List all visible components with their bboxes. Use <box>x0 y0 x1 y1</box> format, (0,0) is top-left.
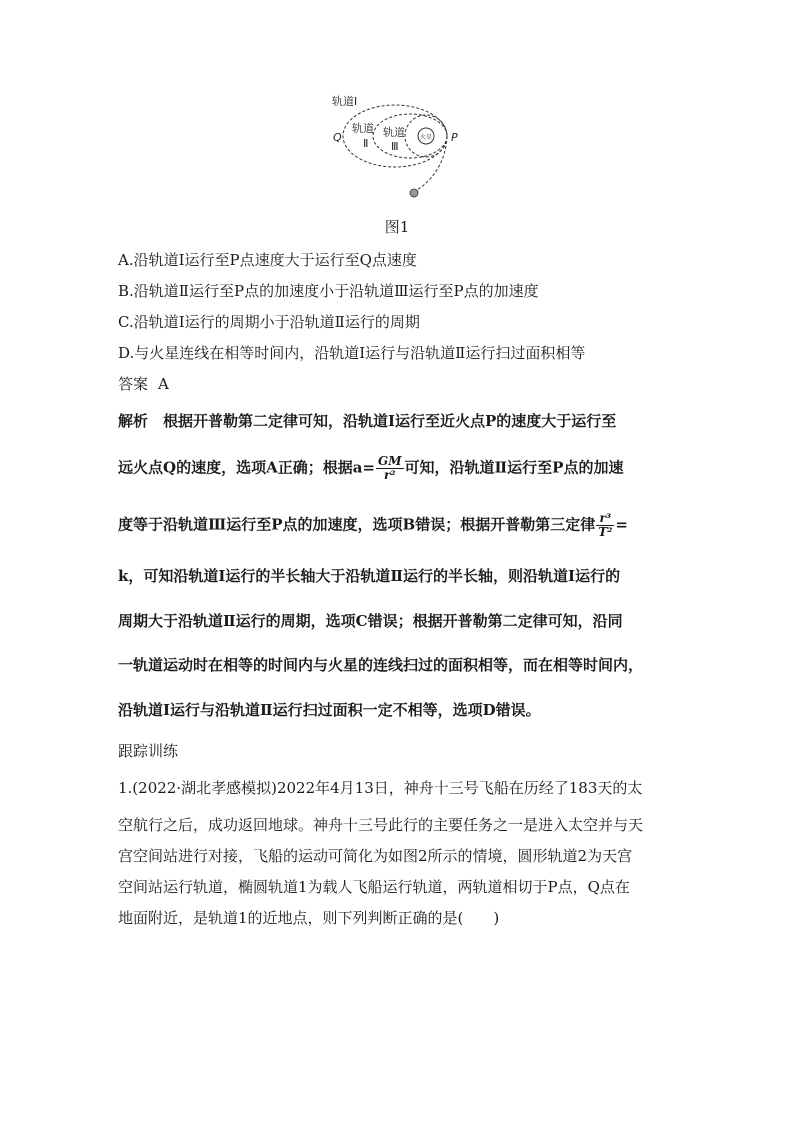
analysis-line-2-b: 可知，沿轨道Ⅱ运行至P点的加速 <box>404 458 624 477</box>
question-1-line-5: 地面附近，是轨道1的近地点，则下列判断正确的是( ) <box>118 909 500 927</box>
analysis-line-6: 一轨道运动时在相等的时间内与火星的连线扫过的面积相等，而在相等时间内， <box>118 656 644 674</box>
option-a: A.沿轨道Ⅰ运行至P点速度大于运行至Q点速度 <box>118 251 417 269</box>
label-orbit-3-b: Ⅲ <box>391 140 399 153</box>
orbit-diagram-svg <box>318 86 478 211</box>
tracking-heading: 跟踪训练 <box>118 742 179 760</box>
analysis-line-1: 解析 根据开普勒第二定律可知，沿轨道Ⅰ运行至近火点P的速度大于运行至 <box>118 412 617 430</box>
question-1-line-4: 空间站运行轨道，椭圆轨道1为载人飞船运行轨道，两轨道相切于P点，Q点在 <box>118 878 630 896</box>
label-point-q: Q <box>333 131 342 144</box>
analysis-line-3-a: 度等于沿轨道Ⅲ运行至P点的加速度，选项B错误；根据开普勒第三定律 <box>118 515 596 534</box>
label-orbit-2-b: Ⅱ <box>363 137 369 150</box>
probe <box>410 189 418 197</box>
analysis-line-5: 周期大于沿轨道Ⅱ运行的周期，选项C错误；根据开普勒第二定律可知，沿同 <box>118 612 623 630</box>
option-d: D.与火星连线在相等时间内，沿轨道Ⅰ运行与沿轨道Ⅱ运行扫过面积相等 <box>118 344 586 362</box>
analysis-line-3-b: = <box>615 515 628 534</box>
analysis-line-7: 沿轨道Ⅰ运行与沿轨道Ⅱ运行扫过面积一定不相等，选项D错误。 <box>118 701 541 719</box>
label-orbit-3-a: 轨道 <box>383 126 405 139</box>
analysis-line-2-a: 远火点Q的速度，选项A正确；根据a= <box>118 458 375 477</box>
orbit-diagram <box>318 86 478 211</box>
analysis-line-2 <box>118 455 623 482</box>
label-orbit-1: 轨道Ⅰ <box>332 95 358 108</box>
answer <box>118 374 169 394</box>
figure-caption: 图1 <box>384 218 410 236</box>
option-b: B.沿轨道Ⅱ运行至P点的加速度小于沿轨道Ⅲ运行至P点的加速度 <box>118 282 539 300</box>
formula-gm: GM <box>378 454 402 468</box>
formula-r3-t2 <box>596 512 614 539</box>
question-1-line-3: 宫空间站进行对接，飞船的运动可简化为如图2所示的情境，圆形轨道2为天宫 <box>118 847 633 865</box>
analysis-line-3 <box>118 512 628 539</box>
planet-label: 火星 <box>419 134 433 141</box>
label-orbit-2-a: 轨道 <box>352 122 374 135</box>
formula-t2: T² <box>598 525 613 539</box>
formula-r3: r³ <box>596 512 614 526</box>
answer-label: 答案 <box>118 375 149 393</box>
option-c: C.沿轨道Ⅰ运行的周期小于沿轨道Ⅱ运行的周期 <box>118 313 420 331</box>
formula-gm-r2 <box>376 455 404 482</box>
label-point-p: P <box>451 131 458 144</box>
formula-r2: r² <box>383 468 396 482</box>
answer-value: A <box>158 375 169 393</box>
analysis-line-4: k，可知沿轨道Ⅰ运行的半长轴大于沿轨道Ⅱ运行的半长轴，则沿轨道Ⅰ运行的 <box>118 567 621 585</box>
question-1-line-1: 1.(2022·湖北孝感模拟)2022年4月13日，神舟十三号飞船在历经了183天的太 <box>118 779 643 797</box>
question-1-line-2: 空航行之后，成功返回地球。神舟十三号此行的主要任务之一是进入太空并与天 <box>118 816 644 834</box>
